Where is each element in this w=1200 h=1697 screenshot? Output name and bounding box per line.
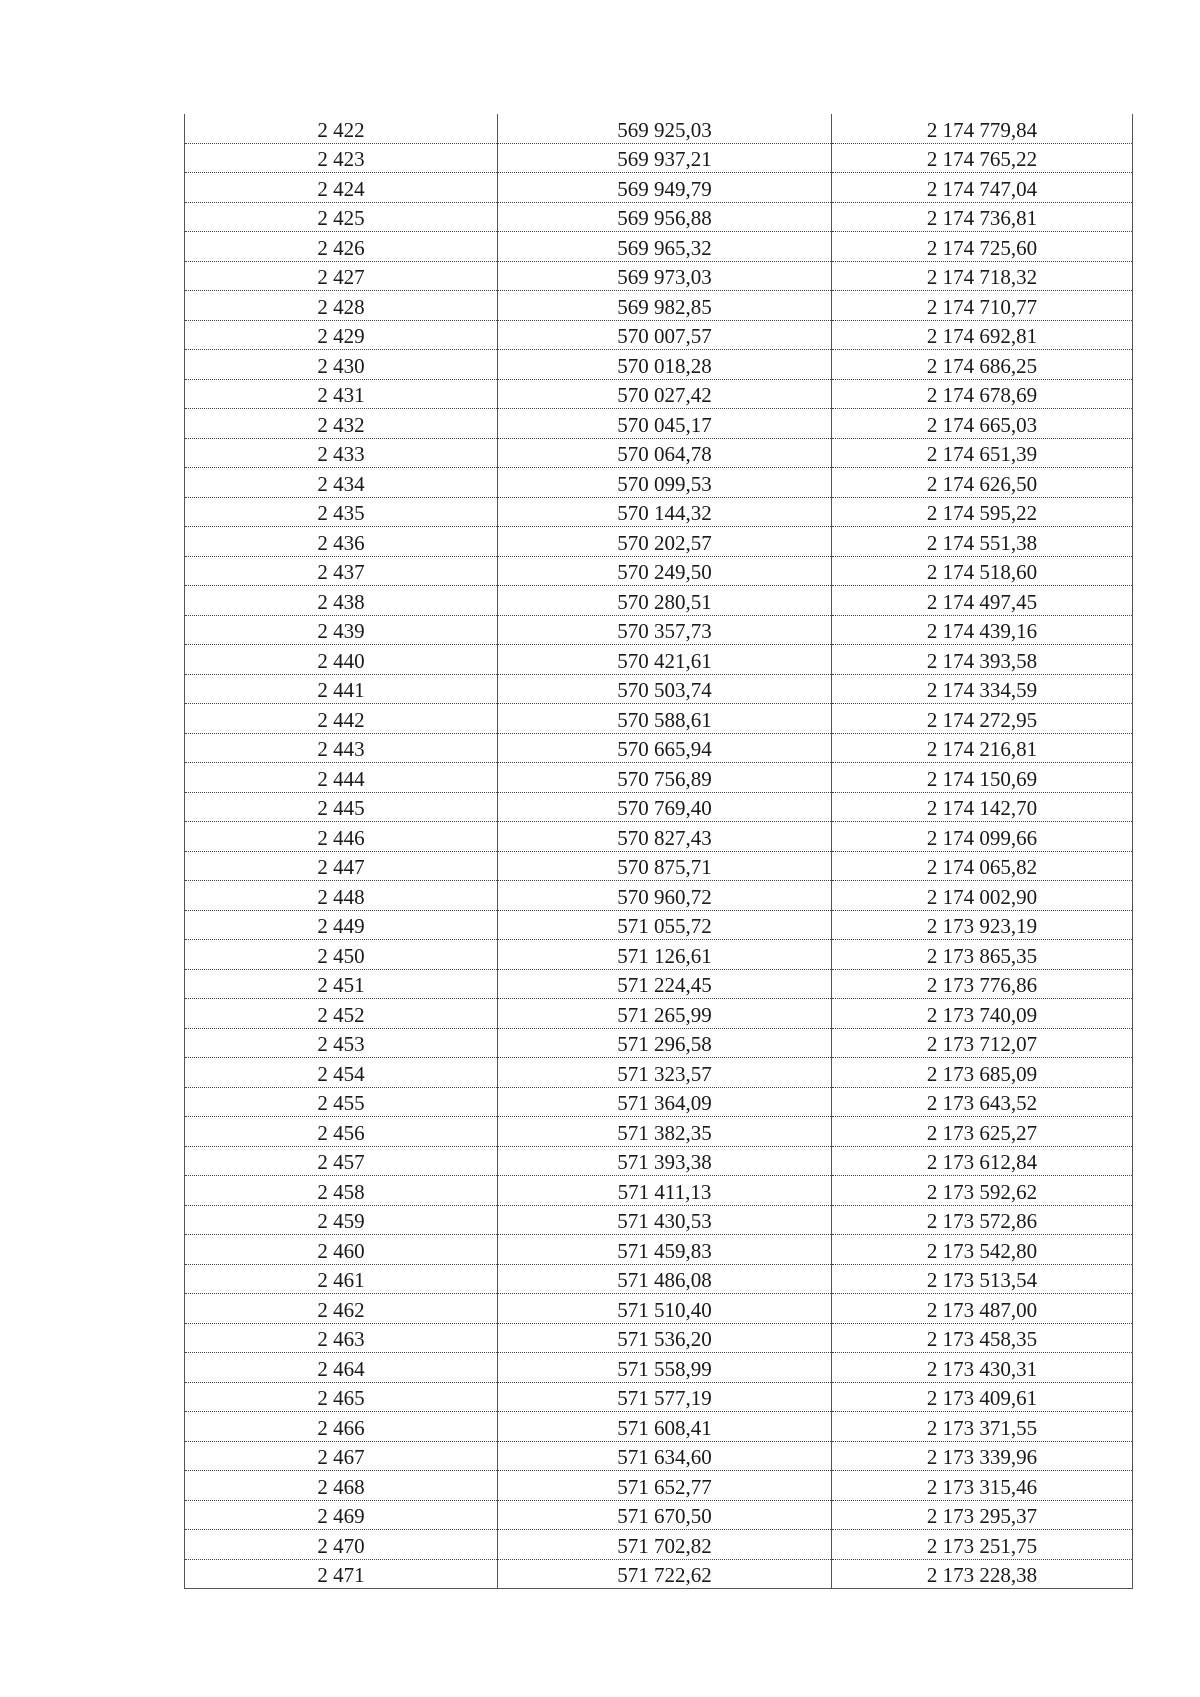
table-row <box>185 1146 1133 1176</box>
table-row <box>185 1058 1133 1088</box>
table-row <box>185 497 1133 527</box>
x-coordinate-cell: 570 769,40 <box>498 792 832 822</box>
x-coordinate-cell: 569 982,85 <box>498 291 832 321</box>
y-coordinate-cell: 2 173 228,38 <box>832 1559 1133 1589</box>
x-coordinate-cell: 570 827,43 <box>498 822 832 852</box>
point-number-cell: 2 425 <box>185 202 498 232</box>
table-row <box>185 1087 1133 1117</box>
table-row <box>185 1176 1133 1206</box>
table-row <box>185 1117 1133 1147</box>
x-coordinate-cell: 571 558,99 <box>498 1353 832 1383</box>
coordinates-table <box>184 114 1133 1589</box>
y-coordinate-cell: 2 174 150,69 <box>832 763 1133 793</box>
y-coordinate-cell: 2 173 923,19 <box>832 910 1133 940</box>
table-row <box>185 1264 1133 1294</box>
x-coordinate-cell: 571 382,35 <box>498 1117 832 1147</box>
y-coordinate-cell: 2 174 686,25 <box>832 350 1133 380</box>
table-row <box>185 114 1133 143</box>
y-coordinate-cell: 2 174 692,81 <box>832 320 1133 350</box>
x-coordinate-cell: 570 421,61 <box>498 645 832 675</box>
y-coordinate-cell: 2 173 513,54 <box>832 1264 1133 1294</box>
x-coordinate-cell: 570 007,57 <box>498 320 832 350</box>
x-coordinate-cell: 571 323,57 <box>498 1058 832 1088</box>
x-coordinate-cell: 571 265,99 <box>498 999 832 1029</box>
table-row <box>185 1471 1133 1501</box>
y-coordinate-cell: 2 174 334,59 <box>832 674 1133 704</box>
point-number-cell: 2 457 <box>185 1146 498 1176</box>
y-coordinate-cell: 2 173 487,00 <box>832 1294 1133 1324</box>
point-number-cell: 2 427 <box>185 261 498 291</box>
point-number-cell: 2 426 <box>185 232 498 262</box>
x-coordinate-cell: 571 652,77 <box>498 1471 832 1501</box>
x-coordinate-cell: 569 973,03 <box>498 261 832 291</box>
x-coordinate-cell: 571 459,83 <box>498 1235 832 1265</box>
y-coordinate-cell: 2 174 779,84 <box>832 114 1133 143</box>
x-coordinate-cell: 570 875,71 <box>498 851 832 881</box>
point-number-cell: 2 452 <box>185 999 498 1029</box>
coordinates-table-body <box>185 114 1133 1589</box>
x-coordinate-cell: 570 503,74 <box>498 674 832 704</box>
x-coordinate-cell: 569 956,88 <box>498 202 832 232</box>
x-coordinate-cell: 571 634,60 <box>498 1441 832 1471</box>
y-coordinate-cell: 2 173 371,55 <box>832 1412 1133 1442</box>
y-coordinate-cell: 2 174 551,38 <box>832 527 1133 557</box>
y-coordinate-cell: 2 174 736,81 <box>832 202 1133 232</box>
y-coordinate-cell: 2 174 710,77 <box>832 291 1133 321</box>
table-row <box>185 1382 1133 1412</box>
point-number-cell: 2 444 <box>185 763 498 793</box>
table-row <box>185 1559 1133 1589</box>
y-coordinate-cell: 2 173 542,80 <box>832 1235 1133 1265</box>
x-coordinate-cell: 571 510,40 <box>498 1294 832 1324</box>
table-row <box>185 173 1133 203</box>
y-coordinate-cell: 2 174 065,82 <box>832 851 1133 881</box>
y-coordinate-cell: 2 174 678,69 <box>832 379 1133 409</box>
point-number-cell: 2 465 <box>185 1382 498 1412</box>
x-coordinate-cell: 570 202,57 <box>498 527 832 557</box>
table-row <box>185 1353 1133 1383</box>
point-number-cell: 2 422 <box>185 114 498 143</box>
y-coordinate-cell: 2 174 497,45 <box>832 586 1133 616</box>
table-row <box>185 261 1133 291</box>
y-coordinate-cell: 2 174 439,16 <box>832 615 1133 645</box>
point-number-cell: 2 431 <box>185 379 498 409</box>
y-coordinate-cell: 2 174 002,90 <box>832 881 1133 911</box>
table-row <box>185 1500 1133 1530</box>
x-coordinate-cell: 571 055,72 <box>498 910 832 940</box>
table-row <box>185 1441 1133 1471</box>
point-number-cell: 2 433 <box>185 438 498 468</box>
x-coordinate-cell: 571 702,82 <box>498 1530 832 1560</box>
table-row <box>185 969 1133 999</box>
x-coordinate-cell: 571 224,45 <box>498 969 832 999</box>
x-coordinate-cell: 571 296,58 <box>498 1028 832 1058</box>
table-row <box>185 851 1133 881</box>
table-row <box>185 586 1133 616</box>
y-coordinate-cell: 2 173 409,61 <box>832 1382 1133 1412</box>
x-coordinate-cell: 571 577,19 <box>498 1382 832 1412</box>
point-number-cell: 2 440 <box>185 645 498 675</box>
point-number-cell: 2 435 <box>185 497 498 527</box>
y-coordinate-cell: 2 174 665,03 <box>832 409 1133 439</box>
x-coordinate-cell: 570 045,17 <box>498 409 832 439</box>
y-coordinate-cell: 2 173 339,96 <box>832 1441 1133 1471</box>
point-number-cell: 2 424 <box>185 173 498 203</box>
x-coordinate-cell: 570 144,32 <box>498 497 832 527</box>
y-coordinate-cell: 2 173 458,35 <box>832 1323 1133 1353</box>
x-coordinate-cell: 571 670,50 <box>498 1500 832 1530</box>
table-row <box>185 910 1133 940</box>
x-coordinate-cell: 570 960,72 <box>498 881 832 911</box>
point-number-cell: 2 459 <box>185 1205 498 1235</box>
y-coordinate-cell: 2 173 592,62 <box>832 1176 1133 1206</box>
table-row <box>185 615 1133 645</box>
table-row <box>185 1235 1133 1265</box>
x-coordinate-cell: 569 937,21 <box>498 143 832 173</box>
point-number-cell: 2 436 <box>185 527 498 557</box>
y-coordinate-cell: 2 173 712,07 <box>832 1028 1133 1058</box>
y-coordinate-cell: 2 173 315,46 <box>832 1471 1133 1501</box>
table-row <box>185 202 1133 232</box>
point-number-cell: 2 443 <box>185 733 498 763</box>
y-coordinate-cell: 2 174 718,32 <box>832 261 1133 291</box>
point-number-cell: 2 467 <box>185 1441 498 1471</box>
x-coordinate-cell: 571 486,08 <box>498 1264 832 1294</box>
point-number-cell: 2 466 <box>185 1412 498 1442</box>
table-row <box>185 792 1133 822</box>
y-coordinate-cell: 2 173 685,09 <box>832 1058 1133 1088</box>
x-coordinate-cell: 570 018,28 <box>498 350 832 380</box>
point-number-cell: 2 428 <box>185 291 498 321</box>
point-number-cell: 2 429 <box>185 320 498 350</box>
point-number-cell: 2 447 <box>185 851 498 881</box>
table-row <box>185 320 1133 350</box>
table-row <box>185 881 1133 911</box>
point-number-cell: 2 460 <box>185 1235 498 1265</box>
y-coordinate-cell: 2 173 251,75 <box>832 1530 1133 1560</box>
x-coordinate-cell: 571 430,53 <box>498 1205 832 1235</box>
table-row <box>185 999 1133 1029</box>
x-coordinate-cell: 570 249,50 <box>498 556 832 586</box>
y-coordinate-cell: 2 173 430,31 <box>832 1353 1133 1383</box>
point-number-cell: 2 456 <box>185 1117 498 1147</box>
table-row <box>185 409 1133 439</box>
x-coordinate-cell: 571 364,09 <box>498 1087 832 1117</box>
point-number-cell: 2 423 <box>185 143 498 173</box>
y-coordinate-cell: 2 174 747,04 <box>832 173 1133 203</box>
point-number-cell: 2 434 <box>185 468 498 498</box>
y-coordinate-cell: 2 174 393,58 <box>832 645 1133 675</box>
y-coordinate-cell: 2 174 142,70 <box>832 792 1133 822</box>
table-row <box>185 1205 1133 1235</box>
point-number-cell: 2 454 <box>185 1058 498 1088</box>
y-coordinate-cell: 2 173 572,86 <box>832 1205 1133 1235</box>
x-coordinate-cell: 569 965,32 <box>498 232 832 262</box>
x-coordinate-cell: 570 280,51 <box>498 586 832 616</box>
x-coordinate-cell: 570 357,73 <box>498 615 832 645</box>
x-coordinate-cell: 571 722,62 <box>498 1559 832 1589</box>
table-row <box>185 763 1133 793</box>
y-coordinate-cell: 2 173 612,84 <box>832 1146 1133 1176</box>
point-number-cell: 2 455 <box>185 1087 498 1117</box>
table-row <box>185 232 1133 262</box>
point-number-cell: 2 471 <box>185 1559 498 1589</box>
table-row <box>185 143 1133 173</box>
x-coordinate-cell: 570 756,89 <box>498 763 832 793</box>
point-number-cell: 2 437 <box>185 556 498 586</box>
point-number-cell: 2 453 <box>185 1028 498 1058</box>
point-number-cell: 2 468 <box>185 1471 498 1501</box>
x-coordinate-cell: 571 536,20 <box>498 1323 832 1353</box>
y-coordinate-cell: 2 173 643,52 <box>832 1087 1133 1117</box>
table-row <box>185 704 1133 734</box>
y-coordinate-cell: 2 174 651,39 <box>832 438 1133 468</box>
y-coordinate-cell: 2 173 865,35 <box>832 940 1133 970</box>
x-coordinate-cell: 570 588,61 <box>498 704 832 734</box>
point-number-cell: 2 458 <box>185 1176 498 1206</box>
point-number-cell: 2 461 <box>185 1264 498 1294</box>
point-number-cell: 2 463 <box>185 1323 498 1353</box>
table-row <box>185 350 1133 380</box>
y-coordinate-cell: 2 173 625,27 <box>832 1117 1133 1147</box>
table-row <box>185 468 1133 498</box>
point-number-cell: 2 450 <box>185 940 498 970</box>
x-coordinate-cell: 570 099,53 <box>498 468 832 498</box>
point-number-cell: 2 470 <box>185 1530 498 1560</box>
x-coordinate-cell: 570 064,78 <box>498 438 832 468</box>
point-number-cell: 2 469 <box>185 1500 498 1530</box>
point-number-cell: 2 430 <box>185 350 498 380</box>
y-coordinate-cell: 2 174 765,22 <box>832 143 1133 173</box>
y-coordinate-cell: 2 174 099,66 <box>832 822 1133 852</box>
table-row <box>185 1412 1133 1442</box>
table-row <box>185 674 1133 704</box>
table-row <box>185 822 1133 852</box>
point-number-cell: 2 464 <box>185 1353 498 1383</box>
point-number-cell: 2 442 <box>185 704 498 734</box>
table-row <box>185 1294 1133 1324</box>
point-number-cell: 2 445 <box>185 792 498 822</box>
point-number-cell: 2 449 <box>185 910 498 940</box>
x-coordinate-cell: 571 411,13 <box>498 1176 832 1206</box>
table-row <box>185 940 1133 970</box>
point-number-cell: 2 462 <box>185 1294 498 1324</box>
table-row <box>185 291 1133 321</box>
y-coordinate-cell: 2 173 740,09 <box>832 999 1133 1029</box>
y-coordinate-cell: 2 174 272,95 <box>832 704 1133 734</box>
table-row <box>185 1323 1133 1353</box>
table-row <box>185 645 1133 675</box>
x-coordinate-cell: 569 925,03 <box>498 114 832 143</box>
y-coordinate-cell: 2 174 626,50 <box>832 468 1133 498</box>
y-coordinate-cell: 2 174 216,81 <box>832 733 1133 763</box>
table-row <box>185 556 1133 586</box>
x-coordinate-cell: 570 665,94 <box>498 733 832 763</box>
point-number-cell: 2 448 <box>185 881 498 911</box>
y-coordinate-cell: 2 173 776,86 <box>832 969 1133 999</box>
point-number-cell: 2 432 <box>185 409 498 439</box>
point-number-cell: 2 438 <box>185 586 498 616</box>
x-coordinate-cell: 571 393,38 <box>498 1146 832 1176</box>
x-coordinate-cell: 569 949,79 <box>498 173 832 203</box>
y-coordinate-cell: 2 174 595,22 <box>832 497 1133 527</box>
point-number-cell: 2 439 <box>185 615 498 645</box>
point-number-cell: 2 441 <box>185 674 498 704</box>
table-row <box>185 733 1133 763</box>
table-row <box>185 438 1133 468</box>
table-row <box>185 527 1133 557</box>
table-row <box>185 1530 1133 1560</box>
x-coordinate-cell: 570 027,42 <box>498 379 832 409</box>
x-coordinate-cell: 571 608,41 <box>498 1412 832 1442</box>
x-coordinate-cell: 571 126,61 <box>498 940 832 970</box>
y-coordinate-cell: 2 173 295,37 <box>832 1500 1133 1530</box>
point-number-cell: 2 446 <box>185 822 498 852</box>
y-coordinate-cell: 2 174 518,60 <box>832 556 1133 586</box>
y-coordinate-cell: 2 174 725,60 <box>832 232 1133 262</box>
table-row <box>185 1028 1133 1058</box>
table-row <box>185 379 1133 409</box>
point-number-cell: 2 451 <box>185 969 498 999</box>
